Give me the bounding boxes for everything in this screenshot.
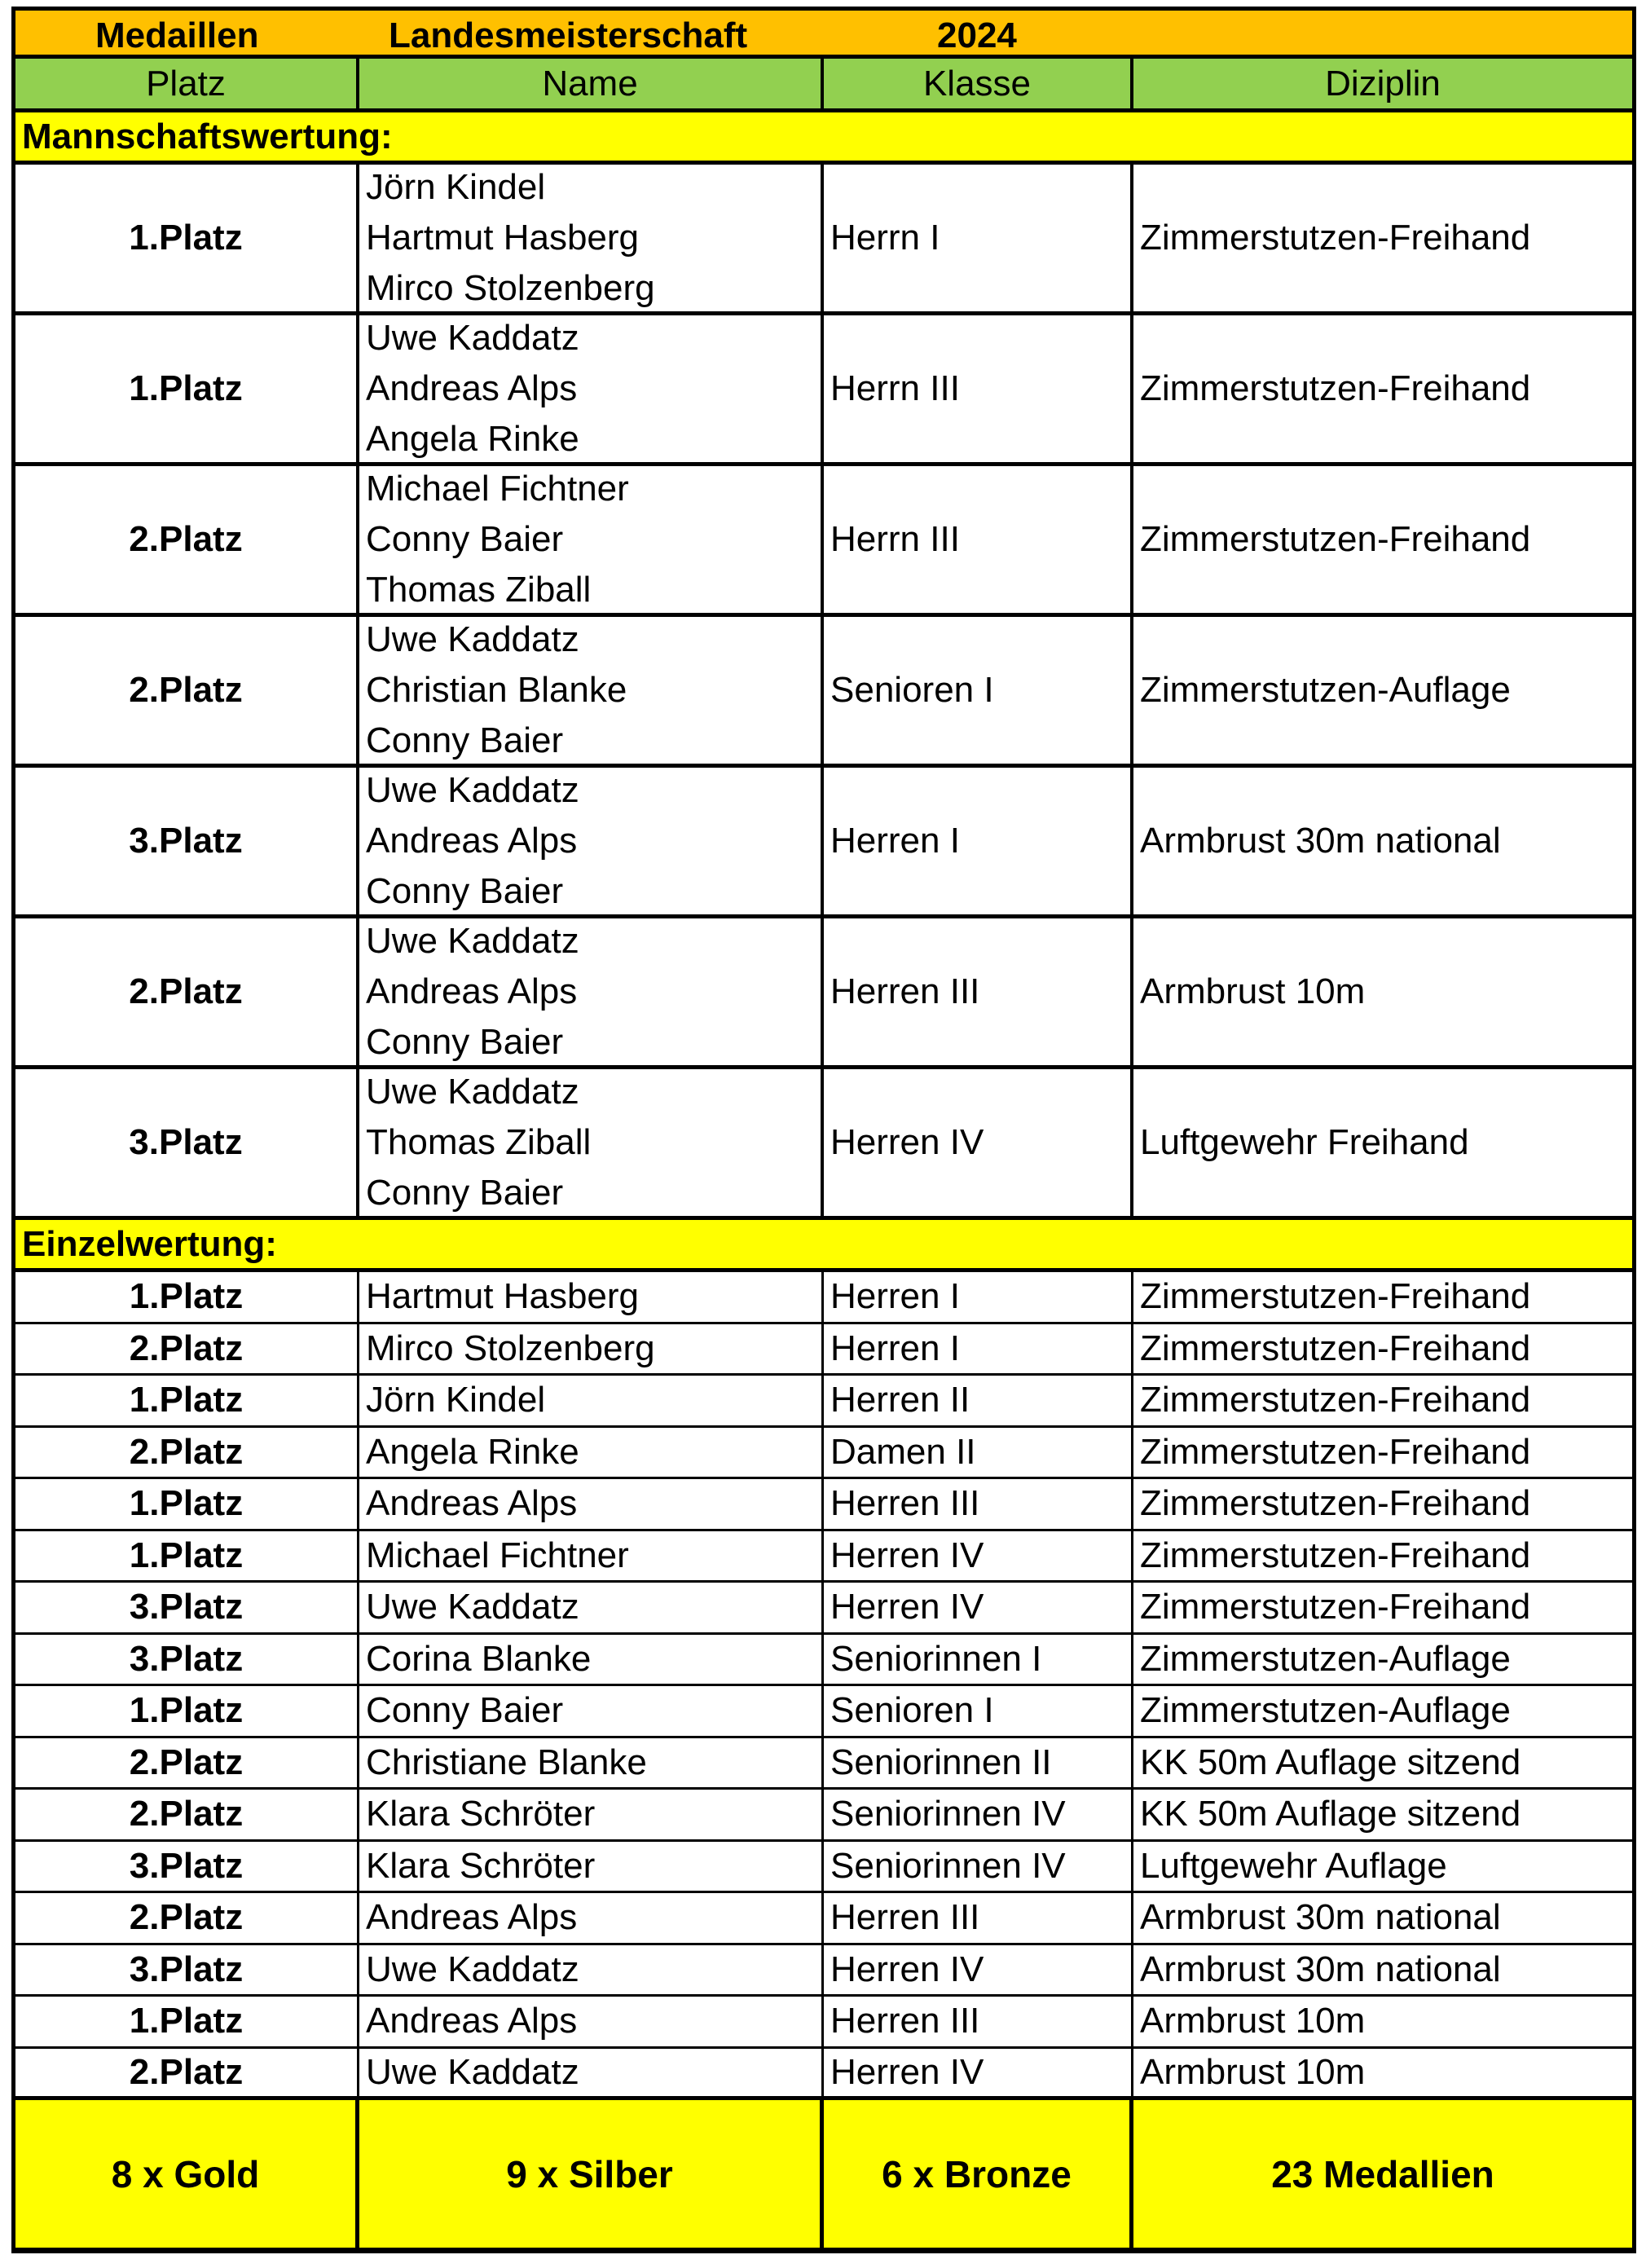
disziplin-cell: Zimmerstutzen-Freihand	[1140, 1380, 1531, 1420]
member-name: Uwe Kaddatz	[366, 318, 579, 358]
name-cell: Christiane Blanke	[359, 1738, 824, 1788]
place-cell: 3.Platz	[15, 768, 359, 914]
disziplin-cell: Zimmerstutzen-Auflage	[1140, 1638, 1511, 1679]
team-row	[11, 918, 1636, 1069]
table-row	[11, 1324, 1636, 1376]
name-cell: Andreas Alps	[359, 1479, 824, 1529]
place-cell: 1.Platz	[15, 1686, 359, 1736]
place-cell: 3.Platz	[15, 1945, 359, 1995]
disziplin-cell: Zimmerstutzen-Freihand	[1140, 519, 1531, 559]
name-cell: Andreas Alps	[359, 1893, 824, 1943]
header-name: Name	[359, 59, 824, 108]
member-name: Uwe Kaddatz	[366, 770, 579, 810]
place-cell: 2.Platz	[15, 1428, 359, 1478]
team-row	[11, 315, 1636, 466]
header-platz: Platz	[15, 59, 359, 108]
disziplin-cell: Zimmerstutzen-Freihand	[1140, 1276, 1531, 1317]
klasse-cell: Seniorinnen IV	[824, 1842, 1133, 1891]
place-cell: 1.Platz	[15, 315, 359, 462]
klasse-cell: Herren IV	[824, 1531, 1133, 1581]
disziplin-cell: Armbrust 30m national	[1140, 1897, 1501, 1938]
disziplin-cell: KK 50m Auflage sitzend	[1140, 1794, 1521, 1834]
name-cell: Mirco Stolzenberg	[359, 1324, 824, 1374]
place-cell: 2.Platz	[15, 1790, 359, 1839]
member-name: Conny Baier	[366, 720, 564, 760]
member-name: Andreas Alps	[366, 971, 578, 1011]
klasse-cell: Herren II	[824, 1376, 1133, 1425]
klasse-cell: Herren I	[824, 1272, 1133, 1322]
table-row	[11, 1738, 1636, 1790]
klasse-cell: Herren III	[824, 1893, 1133, 1943]
disziplin-cell: Luftgewehr Freihand	[1140, 1122, 1469, 1162]
place-cell: 2.Platz	[15, 1893, 359, 1943]
disziplin-cell: Zimmerstutzen-Freihand	[1140, 1431, 1531, 1472]
klasse-cell: Herrn I	[824, 165, 1133, 311]
member-name: Uwe Kaddatz	[366, 921, 579, 961]
table-row	[11, 2049, 1636, 2101]
member-name: Hartmut Hasberg	[366, 218, 640, 258]
klasse-cell: Herren I	[824, 768, 1133, 914]
title-medaillen: Medaillen	[95, 15, 259, 55]
place-cell: 3.Platz	[15, 1635, 359, 1684]
disziplin-cell: Zimmerstutzen-Freihand	[1140, 218, 1531, 258]
section-team-heading: Mannschaftswertung:	[11, 112, 1636, 165]
member-name: Andreas Alps	[366, 368, 578, 408]
disziplin-cell: Armbrust 10m	[1140, 2001, 1366, 2041]
team-row	[11, 165, 1636, 315]
place-cell: 3.Platz	[15, 1842, 359, 1891]
place-cell: 2.Platz	[15, 1324, 359, 1374]
team-results	[11, 165, 1636, 1220]
name-cell: Uwe Kaddatz	[359, 1583, 824, 1632]
names-cell	[359, 918, 824, 1065]
name-cell: Andreas Alps	[359, 1997, 824, 2046]
table-row	[11, 1997, 1636, 2049]
member-name: Angela Rinke	[366, 419, 579, 459]
klasse-cell: Herren III	[824, 1479, 1133, 1529]
team-row	[11, 466, 1636, 617]
medal-table	[11, 7, 1636, 2253]
single-results	[11, 1272, 1636, 2100]
place-cell: 2.Platz	[15, 1738, 359, 1788]
place-cell: 3.Platz	[15, 1583, 359, 1632]
name-cell: Angela Rinke	[359, 1428, 824, 1478]
table-row	[11, 1376, 1636, 1428]
names-cell	[359, 466, 824, 613]
place-cell: 2.Platz	[15, 466, 359, 613]
name-cell: Conny Baier	[359, 1686, 824, 1736]
place-cell: 1.Platz	[15, 1376, 359, 1425]
klasse-cell: Herrn III	[824, 466, 1133, 613]
summary-bronze: 6 x Bronze	[824, 2100, 1133, 2248]
klasse-cell: Herrn III	[824, 315, 1133, 462]
member-name: Michael Fichtner	[366, 469, 629, 509]
table-row	[11, 1945, 1636, 1997]
section-single-heading: Einzelwertung:	[11, 1220, 1636, 1272]
disziplin-cell: Armbrust 30m national	[1140, 1949, 1501, 1989]
place-cell: 2.Platz	[15, 2049, 359, 2097]
disziplin-cell: Armbrust 10m	[1140, 971, 1366, 1011]
klasse-cell: Herren III	[824, 1997, 1133, 2046]
disziplin-cell: Zimmerstutzen-Auflage	[1140, 670, 1511, 710]
disziplin-cell: Luftgewehr Auflage	[1140, 1845, 1447, 1886]
member-name: Conny Baier	[366, 519, 564, 559]
place-cell: 1.Platz	[15, 1531, 359, 1581]
place-cell: 1.Platz	[15, 1997, 359, 2046]
column-header-row	[11, 59, 1636, 112]
disziplin-cell: Zimmerstutzen-Auflage	[1140, 1690, 1511, 1731]
table-row	[11, 1635, 1636, 1687]
klasse-cell: Senioren I	[824, 617, 1133, 764]
member-name: Thomas Ziball	[366, 1122, 592, 1162]
table-row	[11, 1893, 1636, 1945]
team-row	[11, 617, 1636, 768]
place-cell: 2.Platz	[15, 617, 359, 764]
summary-row	[11, 2100, 1636, 2253]
klasse-cell: Herren IV	[824, 1069, 1133, 1216]
disziplin-cell: Zimmerstutzen-Freihand	[1140, 1483, 1531, 1524]
names-cell	[359, 315, 824, 462]
member-name: Conny Baier	[366, 1022, 564, 1062]
name-cell: Klara Schröter	[359, 1790, 824, 1839]
title-row	[11, 7, 1636, 59]
disziplin-cell: Armbrust 30m national	[1140, 821, 1501, 861]
disziplin-cell: Zimmerstutzen-Freihand	[1140, 1587, 1531, 1627]
name-cell: Uwe Kaddatz	[359, 2049, 824, 2097]
names-cell	[359, 165, 824, 311]
summary-gold: 8 x Gold	[15, 2100, 359, 2248]
klasse-cell: Seniorinnen IV	[824, 1790, 1133, 1839]
title-championship: Landesmeisterschaft	[389, 15, 748, 55]
disziplin-cell: Zimmerstutzen-Freihand	[1140, 368, 1531, 408]
place-cell: 1.Platz	[15, 165, 359, 311]
name-cell: Corina Blanke	[359, 1635, 824, 1684]
team-row	[11, 768, 1636, 918]
member-name: Andreas Alps	[366, 821, 578, 861]
klasse-cell: Seniorinnen II	[824, 1738, 1133, 1788]
place-cell: 2.Platz	[15, 918, 359, 1065]
name-cell: Klara Schröter	[359, 1842, 824, 1891]
member-name: Uwe Kaddatz	[366, 1072, 579, 1112]
member-name: Conny Baier	[366, 1173, 564, 1213]
table-row	[11, 1479, 1636, 1531]
place-cell: 1.Platz	[15, 1479, 359, 1529]
member-name: Mirco Stolzenberg	[366, 268, 655, 308]
klasse-cell: Senioren I	[824, 1686, 1133, 1736]
names-cell	[359, 617, 824, 764]
header-klasse: Klasse	[824, 59, 1133, 108]
table-row	[11, 1686, 1636, 1738]
table-row	[11, 1531, 1636, 1583]
names-cell	[359, 768, 824, 914]
name-cell: Hartmut Hasberg	[359, 1272, 824, 1322]
member-name: Uwe Kaddatz	[366, 619, 579, 659]
name-cell: Jörn Kindel	[359, 1376, 824, 1425]
table-row	[11, 1790, 1636, 1842]
name-cell: Michael Fichtner	[359, 1531, 824, 1581]
member-name: Thomas Ziball	[366, 570, 592, 610]
klasse-cell: Herren III	[824, 918, 1133, 1065]
klasse-cell: Herren IV	[824, 1583, 1133, 1632]
place-cell: 3.Platz	[15, 1069, 359, 1216]
member-name: Christian Blanke	[366, 670, 627, 710]
klasse-cell: Seniorinnen I	[824, 1635, 1133, 1684]
summary-silver: 9 x Silber	[359, 2100, 824, 2248]
klasse-cell: Herren I	[824, 1324, 1133, 1374]
summary-total: 23 Medallien	[1271, 2152, 1494, 2195]
disziplin-cell: KK 50m Auflage sitzend	[1140, 1742, 1521, 1782]
place-cell: 1.Platz	[15, 1272, 359, 1322]
disziplin-cell: Armbrust 10m	[1140, 2051, 1366, 2092]
member-name: Jörn Kindel	[366, 167, 546, 207]
table-row	[11, 1842, 1636, 1894]
disziplin-cell: Zimmerstutzen-Freihand	[1140, 1535, 1531, 1575]
klasse-cell: Herren IV	[824, 1945, 1133, 1995]
disziplin-cell: Zimmerstutzen-Freihand	[1140, 1328, 1531, 1368]
table-row	[11, 1428, 1636, 1480]
klasse-cell: Herren IV	[824, 2049, 1133, 2097]
header-disziplin: Diziplin	[1325, 63, 1441, 103]
title-year: 2024	[937, 15, 1017, 55]
table-row	[11, 1272, 1636, 1324]
names-cell	[359, 1069, 824, 1216]
name-cell: Uwe Kaddatz	[359, 1945, 824, 1995]
member-name: Conny Baier	[366, 871, 564, 911]
team-row	[11, 1069, 1636, 1220]
table-row	[11, 1583, 1636, 1635]
klasse-cell: Damen II	[824, 1428, 1133, 1478]
